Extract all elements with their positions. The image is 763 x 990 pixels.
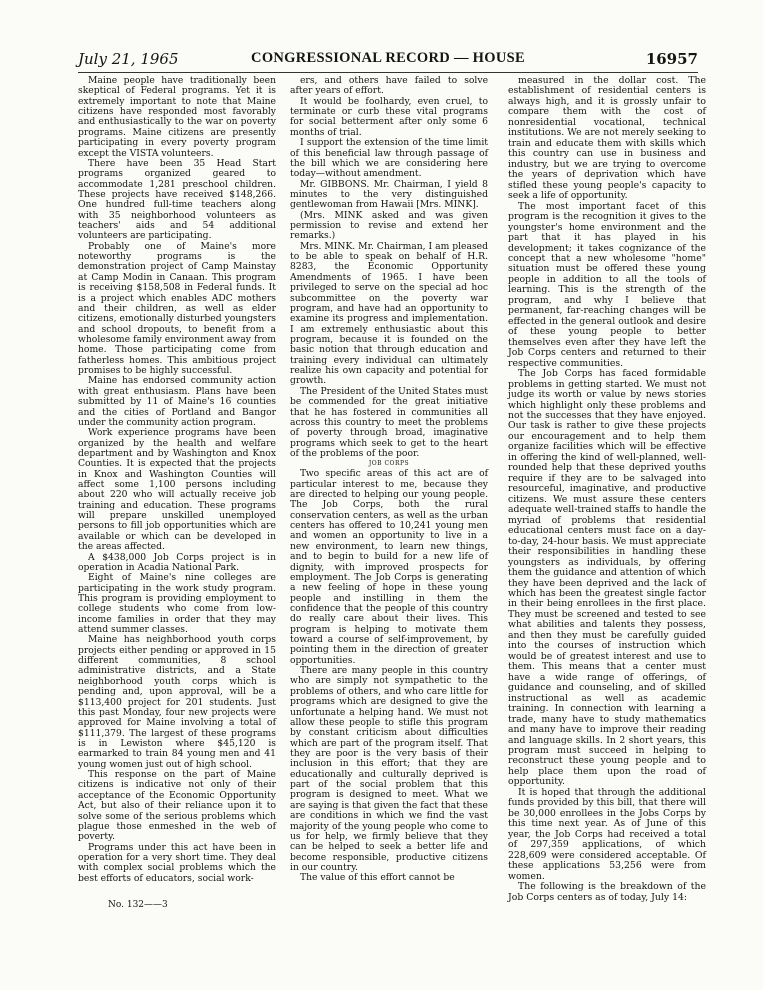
paragraph: The most important facet of this program is the recognition it gives to the youngster's home environment and the part that it has played in his development; it takes cognizance of the concept that a new wholesome "home" situation must be offered these young people in addition to all the tools of learning. This is the strength of the program, and why I believe that permanent, far-reaching changes will be effected in the general outlook and desire of these young people to better themselves even after they have left the Job Corps centers and returned to their respective communities. xyxy=(508,200,706,369)
paragraph: The following is the breakdown of the Job Corps centers as of today, July 14: xyxy=(508,881,706,903)
paragraph: There are many people in this country who are simply not sympathetic to the problems of others, and who care little for programs which are designed to give the unfortunate a helping hand. We must not allow these people to stifle this program by constant criticism about difficulties which are part of the program itself. That they are poor is the very basis of their inclusion in this effort; that they are educationally and culturally deprived is part of the social problem that this program is designed to meet. What we are saying is that given the fact that these are conditions in which we find the vast majority of the young people who come to us for help, we firmly believe that they can be helped to seek a better life and become responsible, productive citizens in our country. xyxy=(290,665,488,873)
paragraph: I support the extension of the time limit of this beneficial law through passage of the bill which we are considering here today—without amendment. xyxy=(290,137,488,180)
footer-issue-number: No. 132——3 xyxy=(108,900,168,910)
page-header xyxy=(78,50,698,72)
section-heading-job-corps: JOB CORPS xyxy=(368,460,410,468)
paragraph: There have been 35 Head Start programs organized geared to accommodate 1,281 preschool children. These projects have received $148,266. One hundred full-time teachers along with 35 neighborhood volunteers as teachers' aids and 54 additional volunteers are participating. xyxy=(78,157,276,242)
paragraph: This response on the part of Maine citizens is indicative not only of their acceptance of the Economic Opportunity Act, but also of their reliance upon it to solve some of the serious problems which plague those enmeshed in the web of poverty. xyxy=(78,769,276,843)
paragraph: Eight of Maine's nine colleges are participating in the work study program. This program is providing employment to college students who come from low-income families in order that they may attend summer classes. xyxy=(78,572,276,636)
paragraph: Two specific areas of this act are of particular interest to me, because they are directed to helping our young people. The Job Corps, both the rural conservation centers, as well as the urban centers has offered to 10,241 young men and women an opportunity to live in a new environment, to learn new things, and to begin to build for a new life of dignity, with improved prospects for employment. The Job Corps is generating a new feeling of hope in these young people and instilling in them the confidence that the people of this country do really care about their lives. This program is helping to motivate them toward a course of self-improvement, by pointing them in the direction of greater opportunities. xyxy=(290,468,488,666)
header-rule xyxy=(78,72,698,73)
header-title: CONGRESSIONAL RECORD — HOUSE xyxy=(251,50,525,66)
paragraph: The Job Corps has faced formidable problems in getting started. We must not judge its worth or value by news stories which highlight only these problems and not the successes that they have enjoyed. Our task is rather to give these projects our encouragement and to help them organize facilities which will be effective in offering the kind of well-planned, well-rounded help that these deprived youths require if they are to be salvaged into resourceful, imaginative, and productive citizens. We must assure these centers adequate well-trained staffs to handle the myriad of problems that residential educational centers must face on a day-to-day, 24-hour basis. We must appreciate their responsibilities in handling these youngsters as individuals, by offering them the guidance and attention of which they have been deprived and the lack of which has been the greatest single factor in their being enrollees in the first place. They must be screened and tested to see what abilities and talents they possess, and then they must be carefully guided into the courses of instruction which would be of greatest interest and use to them. This means that a center must have a wide range of offerings, of guidance and counseling, and of skilled instructional as well as academic training. In connection with learning a trade, many have to study mathematics and many have to improve their reading and language skills. In 2 short years, this program must succeed in helping to reconstruct these young people and to help place them upon the road of opportunity. xyxy=(508,368,706,788)
paragraph: Maine has neighborhood youth corps projects either pending or approved in 15 different communities, 8 school administrative districts, and a State neighborhood youth corps which is pending and, upon approval, will be a $113,400 project for 201 students. Just this past Monday, four new projects were approved for Maine involving a total of $111,379. The largest of these programs is in Lewiston where $45,120 is earmarked to train 84 young men and 41 young women just out of high school. xyxy=(78,634,276,770)
paragraph: ers, and others have failed to solve after years of effort. xyxy=(290,75,488,97)
header-page-number: 16957 xyxy=(645,50,698,68)
paragraph: It is hoped that through the additional funds provided by this bill, that there will be 30,000 enrollees in the Jobs Corps by this time next year. As of June of this year, the Job Corps had received a total of 297,359 applications, of which 228,609 were considered acceptable. Of these applications 53,256 were from women. xyxy=(508,786,706,882)
paragraph: Programs under this act have been in operation for a very short time. They deal with complex social problems which the best efforts of educators, social work- xyxy=(78,841,276,884)
column-3 xyxy=(508,76,706,903)
paragraph: measured in the dollar cost. The establishment of residential centers is always high, and it is grossly unfair to compare them with the cost of nonresidential vocational, technical institutions. We are not merely seeking to train and educate them with skills which this country can use in business and industry, but we are trying to overcome the years of deprivation which have stifled these young people's capacity to seek a life of opportunity. xyxy=(508,75,706,202)
column-1 xyxy=(78,76,276,884)
paragraph: Maine people have traditionally been skeptical of Federal programs. Yet it is extremely important to note that Maine citizens have responded most favorably and enthusiastically to the war on poverty programs. Maine citizens are presently participating in every poverty program except the VISTA volunteers. xyxy=(78,75,276,159)
paragraph: It would be foolhardy, even cruel, to terminate or curb these vital programs for social betterment after only some 6 months of trial. xyxy=(290,95,488,138)
paragraph: Mr. GIBBONS. Mr. Chairman, I yield 8 minutes to the very distinguished gentlewoman from Hawaii [Mrs. MINK]. xyxy=(290,178,488,211)
paragraph: The President of the United States must be commended for the great initiative that he has fostered in communities all across this country to meet the problems of poverty through broad, imaginative programs which seek to get to the heart of the problems of the poor. xyxy=(290,385,488,459)
header-date: July 21, 1965 xyxy=(78,50,179,68)
paragraph: Maine has endorsed community action with great enthusiasm. Plans have been submitted by 11 of Maine's 16 counties and the cities of Portland and Bangor under the community action program. xyxy=(78,375,276,428)
paragraph: Probably one of Maine's more noteworthy programs is the demonstration project of Camp Mainstay at Camp Modin in Canaan. This program is receiving $158,508 in Federal funds. It is a project which enables ADC mothers and their children, as well as elder citizens, emotionally disturbed youngsters and school dropouts, to benefit from a wholesome family environment away from home. Those participating come from fatherless homes. This ambitious project promises to be highly successful. xyxy=(78,240,276,377)
paragraph: A $438,000 Job Corps project is in operation in Acadia National Park. xyxy=(78,551,276,573)
paragraph: The value of this effort cannot be xyxy=(300,872,455,884)
paragraph: Mrs. MINK. Mr. Chairman, I am pleased to be able to speak on behalf of H.R. 8283, the Economic Opportunity Amendments of 1965. I have been privileged to serve on the special ad hoc subcommittee on the poverty war program, and have had an opportunity to examine its progress and implementation. I am extremely enthusiastic about this program, because it is founded on the basic notion that through education and training every individual can ultimately realize his own capacity and potential for growth. xyxy=(290,240,488,387)
paragraph: Work experience programs have been organized by the health and welfare department and by Washington and Knox Counties. It is expected that the projects in Knox and Washington Counties will affect some 1,100 persons including about 220 who will actually receive job training and education. These programs will prepare unskilled unemployed persons to fill job opportunities which are available or which can be developed in the areas affected. xyxy=(78,427,276,553)
column-2 xyxy=(290,76,488,884)
paragraph: (Mrs. MINK asked and was given permission to revise and extend her remarks.) xyxy=(290,209,488,242)
